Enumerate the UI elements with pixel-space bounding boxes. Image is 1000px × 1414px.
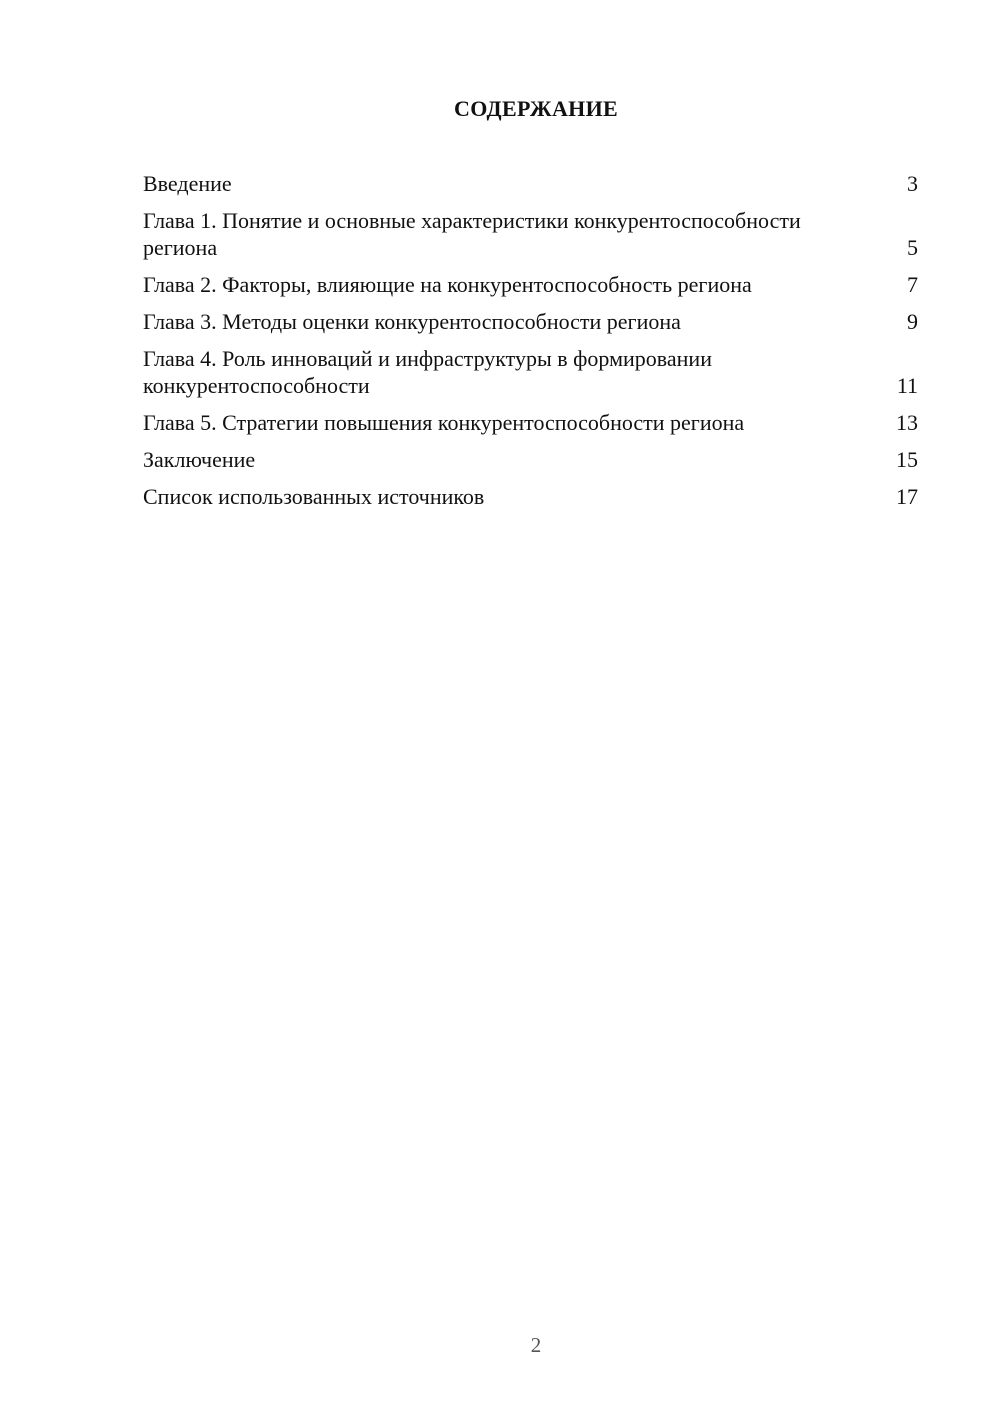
page-number: 2 <box>530 1333 542 1357</box>
toc-entry-chapter-3 <box>143 308 918 335</box>
toc-entry-text: Глава 1. Понятие и основные характеристики конкурентоспособности региона <box>143 208 801 260</box>
toc-entry-text: Глава 3. Методы оценки конкурентоспособности региона <box>143 309 681 334</box>
toc-entry-chapter-4 <box>143 345 918 399</box>
toc-entry-text: Заключение <box>143 447 256 472</box>
toc-entry-page: 9 <box>907 309 918 334</box>
toc-entry-page: 17 <box>896 484 918 509</box>
table-of-contents <box>143 170 918 520</box>
toc-entry-introduction <box>143 170 918 197</box>
toc-entry-page: 15 <box>896 447 918 472</box>
toc-entry-text: Глава 4. Роль инноваций и инфраструктуры в формировании конкурентоспособности <box>143 346 712 398</box>
toc-entry-page: 5 <box>907 235 918 260</box>
toc-entry-references <box>143 483 918 510</box>
toc-entry-text: Введение <box>143 171 232 196</box>
toc-entry-page: 13 <box>896 410 918 435</box>
toc-entry-page: 11 <box>896 373 918 398</box>
toc-entry-page: 3 <box>907 171 918 196</box>
toc-entry-text: Глава 5. Стратегии повышения конкурентоспособности региона <box>143 410 745 435</box>
toc-entry-page: 7 <box>907 272 918 297</box>
toc-entry-text: Список использованных источников <box>143 484 485 509</box>
toc-entry-chapter-5 <box>143 409 918 436</box>
toc-entry-conclusion <box>143 446 918 473</box>
toc-entry-chapter-1 <box>143 207 918 261</box>
toc-title: СОДЕРЖАНИЕ <box>454 96 618 121</box>
toc-entry-text: Глава 2. Факторы, влияющие на конкурентоспособность региона <box>143 272 752 297</box>
toc-entry-chapter-2 <box>143 271 918 298</box>
